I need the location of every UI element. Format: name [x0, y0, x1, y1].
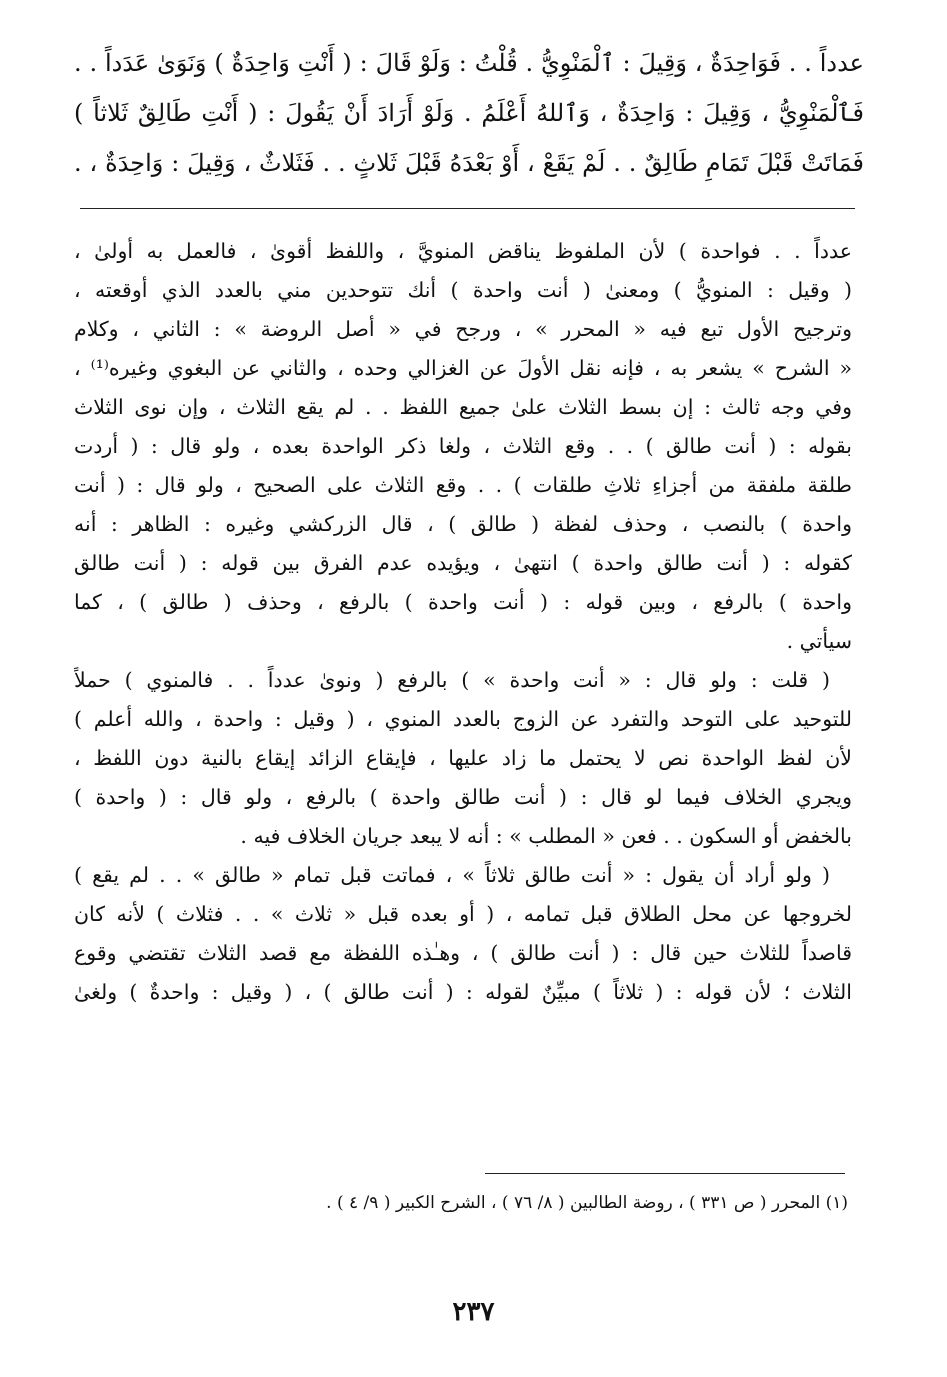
main-text-line: عدداً . . فَوَاحِدَةٌ ، وَقِيلَ : ٱلْمَنْوِيُّ . قُلْتُ : وَلَوْ قَالَ : ( أَنْتِ وَاحِدَةٌ ) وَنَوَىٰ عَدَداً . .: [74, 49, 864, 77]
commentary-line: « الشرح » يشعر به ، فإنه نقل الأولَ عن الغزالي وحده ، والثاني عن البغوي وغيره⁽¹⁾ ،: [74, 356, 852, 380]
main-text-line: فَمَاتَتْ قَبْلَ تَمَامِ طَالِقٌ . . لَمْ يَقَعْ ، أَوْ بَعْدَهُ قَبْلَ ثَلاثٍ . . فَثَلاثٌ ، وَقِيلَ : وَاحِدَةٌ ، .: [74, 149, 864, 177]
commentary-line: للتوحيد على التوحد والتفرد عن الزوج بالعدد المنوي ، ( وقيل : واحدة ، والله أعلم ): [74, 707, 852, 731]
main-text-line: فَٱلْمَنْوِيُّ ، وَقِيلَ : وَاحِدَةٌ ، وَٱللهُ أَعْلَمُ . وَلَوْ أَرَادَ أَنْ يَقُولَ : ( أَنْتِ طَالِقٌ ثَلاثاً ): [74, 99, 864, 127]
commentary-line: واحدة ) بالرفع ، وبين قوله : ( أنت واحدة ) بالرفع ، وحذف ( طالق ) ، كما: [74, 590, 852, 614]
commentary-line: عدداً . . فواحدة ) لأن الملفوظ يناقض المنويَّ ، واللفظ أقوىٰ ، فالعمل به أولىٰ ،: [74, 239, 852, 263]
commentary-line: لخروجها عن محل الطلاق قبل تمامه ، ( أو بعده قبل « ثلاث » . . فثلاث ) لأنه كان: [74, 902, 852, 926]
commentary-line: لأن لفظ الواحدة نص لا يحتمل ما زاد عليها ، فإيقاع الزائد إيقاع بالنية دون اللفظ ،: [74, 746, 852, 770]
commentary-line: ( ولو أراد أن يقول : « أنت طالق ثلاثاً » ، فماتت قبل تمام « طالق » . . لم يقع ): [74, 863, 830, 887]
commentary-line: بالخفض أو السكون . . فعن « المطلب » : أنه لا يبعد جريان الخلاف فيه .: [240, 824, 852, 848]
commentary-line: كقوله : ( أنت طالق واحدة ) انتهىٰ ، ويؤيده عدم الفرق بين قوله : ( أنت طالق: [74, 551, 852, 575]
commentary-line: ( وقيل : المنويُّ ) ومعنىٰ ( أنت واحدة ) أنك تتوحدين مني بالعدد الذي أوقعته ،: [74, 278, 852, 302]
commentary-line: ( قلت : ولو قال : « أنت واحدة » ) بالرفع ( ونوىٰ عدداً . . فالمنوي ) حملاً: [74, 668, 830, 692]
commentary-line: وفي وجه ثالث : إن بسط الثلاث علىٰ جميع اللفظ . . لم يقع الثلاث ، وإن نوى الثلاث: [74, 395, 852, 419]
footnote: (١) المحرر ( ص ٣٣١ ) ، روضة الطالبين ( ٨/ ٧٦ ) ، الشرح الكبير ( ٩/ ٤ ) .: [326, 1193, 848, 1213]
commentary-line: طلقة ملفقة من أجزاءِ ثلاثِ طلقات ) . . وقع الثلاث على الصحيح ، ولو قال : ( أنت: [74, 473, 852, 497]
commentary-line: ويجري الخلاف فيما لو قال : ( أنت طالق واحدة ) بالرفع ، ولو قال : ( واحدة ): [74, 785, 852, 809]
commentary-line: بقوله : ( أنت طالق ) . . وقع الثلاث ، ولغا ذكر الواحدة بعده ، ولو قال : ( أردت: [74, 434, 852, 458]
commentary-line: سيأتي .: [786, 629, 852, 653]
commentary-line: قاصداً للثلاث حين قال : ( أنت طالق ) ، وهـٰذه اللفظة مع قصد الثلاث تقتضي وقوع: [74, 941, 852, 965]
commentary-line: وترجيح الأول تبع فيه « المحرر » ، ورجح في « أصل الروضة » : الثاني ، وكلام: [74, 317, 852, 341]
footnote-rule: [485, 1173, 845, 1174]
commentary-text: [74, 232, 852, 1012]
separator-rule: [80, 208, 855, 209]
commentary-line: واحدة ) بالنصب ، وحذف لفظة ( طالق ) ، قال الزركشي وغيره : الظاهر : أنه: [74, 512, 852, 536]
main-text: [74, 38, 864, 188]
page-number: ٢٣٧: [452, 1297, 495, 1327]
commentary-line: الثلاث ؛ لأن قوله : ( ثلاثاً ) مبيِّنٌ لقوله : ( أنت طالق ) ، ( وقيل : واحدةٌ ) ولغىٰ: [74, 980, 852, 1004]
